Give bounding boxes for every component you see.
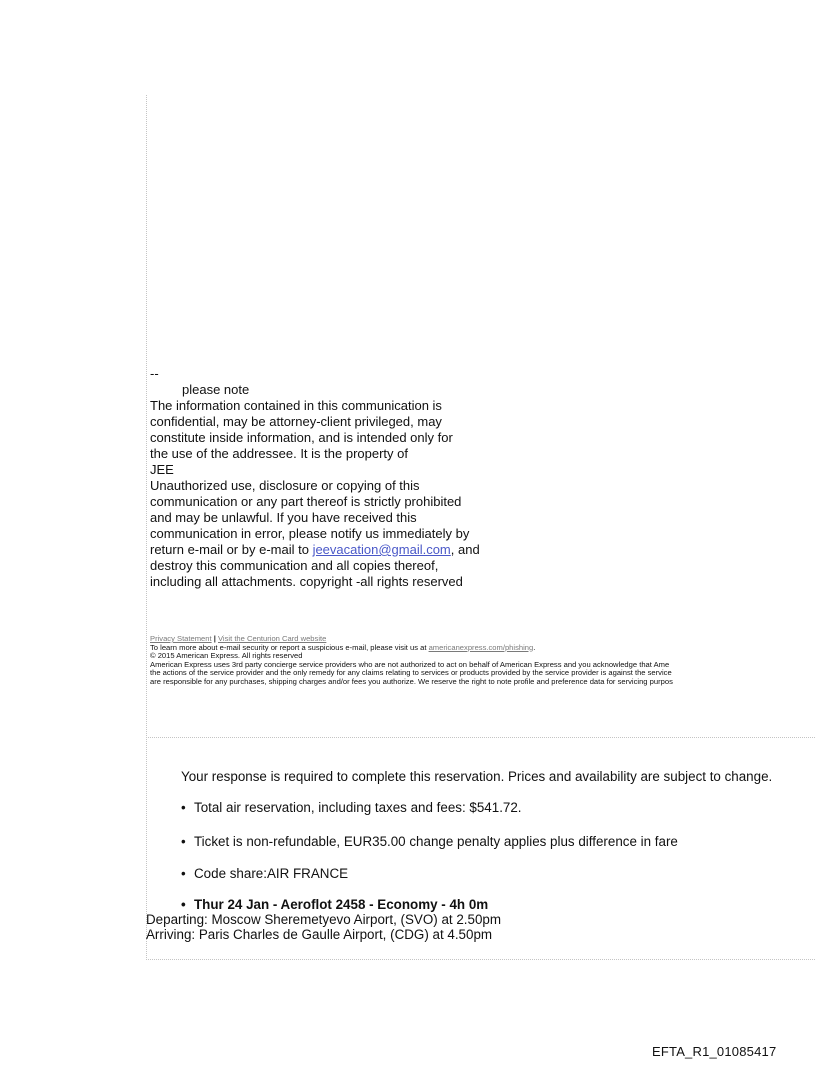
signature-dashes: -- bbox=[150, 366, 159, 381]
bullet-text: Code share:AIR FRANCE bbox=[194, 866, 349, 881]
notice-line: confidential, may be attorney-client privileged, may bbox=[150, 414, 442, 429]
please-note-label: please note bbox=[182, 382, 250, 397]
return-suffix: , and bbox=[450, 542, 480, 557]
bullet-refund-policy bbox=[181, 834, 678, 849]
flight-header-text: Thur 24 Jan - Aeroflot 2458 - Economy - 4h 0m bbox=[194, 897, 489, 912]
bullet-text: Ticket is non-refundable, EUR35.00 change penalty applies plus difference in fare bbox=[194, 834, 678, 849]
notice-line: the use of the addressee. It is the property of bbox=[150, 446, 408, 461]
departing-line: Departing: Moscow Sheremetyevo Airport, (SVO) at 2.50pm bbox=[146, 912, 502, 927]
reservation-intro: Your response is required to complete this reservation. Prices and availability are subject to change. bbox=[181, 769, 773, 784]
phishing-link[interactable]: americanexpress.com/phishing bbox=[428, 642, 534, 652]
notice-line: constitute inside information, and is intended only for bbox=[150, 430, 453, 445]
copyright-line: © 2015 American Express. All rights reserved bbox=[150, 651, 303, 661]
flight-details bbox=[146, 897, 501, 942]
bullet-dot: • bbox=[181, 866, 186, 881]
legal-line: American Express uses 3rd party concierge service providers who are not authorized to act on behalf of American Express and you acknowledge that Ame bbox=[150, 659, 670, 669]
return-prefix: return e-mail or by e-mail to bbox=[150, 542, 313, 557]
bullet-text: Total air reservation, including taxes and fees: $541.72. bbox=[194, 800, 522, 815]
notice-line: communication or any part thereof is strictly prohibited bbox=[150, 494, 462, 509]
notice-line: Unauthorized use, disclosure or copying of this bbox=[150, 478, 420, 493]
privacy-statement-link[interactable]: Privacy Statement bbox=[150, 635, 212, 643]
email-link[interactable]: jeevacation@gmail.com bbox=[312, 542, 451, 557]
bullet-code-share bbox=[181, 866, 348, 881]
notice-line: destroy this communication and all copies thereof, bbox=[150, 558, 439, 573]
footer-separator: | bbox=[213, 635, 216, 643]
centurion-website-link[interactable]: Visit the Centurion Card website bbox=[218, 635, 327, 643]
amex-footer bbox=[150, 635, 816, 687]
confidentiality-notice bbox=[150, 366, 480, 590]
legal-line: are responsible for any purchases, shipping charges and/or fees you authorize. We reserve the right to note profile and preference data for servicing purpos bbox=[150, 676, 673, 686]
bullet-total-fare bbox=[181, 800, 522, 815]
bullet-dot: • bbox=[181, 800, 186, 815]
legal-line: the actions of the service provider and the only remedy for any claims relating to services or products provided by the service provider is against the service bbox=[150, 668, 672, 678]
notice-line: including all attachments. copyright -all rights reserved bbox=[150, 574, 463, 589]
document-id: EFTA_R1_01085417 bbox=[652, 1044, 777, 1059]
notice-line: JEE bbox=[150, 462, 174, 477]
security-suffix: . bbox=[533, 642, 536, 652]
bullet-dot: • bbox=[181, 897, 186, 912]
notice-line: The information contained in this communication is bbox=[150, 398, 442, 413]
notice-line: communication in error, please notify us immediately by bbox=[150, 526, 470, 541]
security-prefix: To learn more about e-mail security or report a suspicious e-mail, please visit us at bbox=[150, 642, 429, 652]
notice-line-with-email bbox=[150, 542, 480, 558]
bullet-dot: • bbox=[181, 834, 186, 849]
arriving-line: Arriving: Paris Charles de Gaulle Airport, (CDG) at 4.50pm bbox=[146, 927, 493, 942]
notice-line: and may be unlawful. If you have received this bbox=[150, 510, 417, 525]
flight-header bbox=[146, 897, 501, 912]
